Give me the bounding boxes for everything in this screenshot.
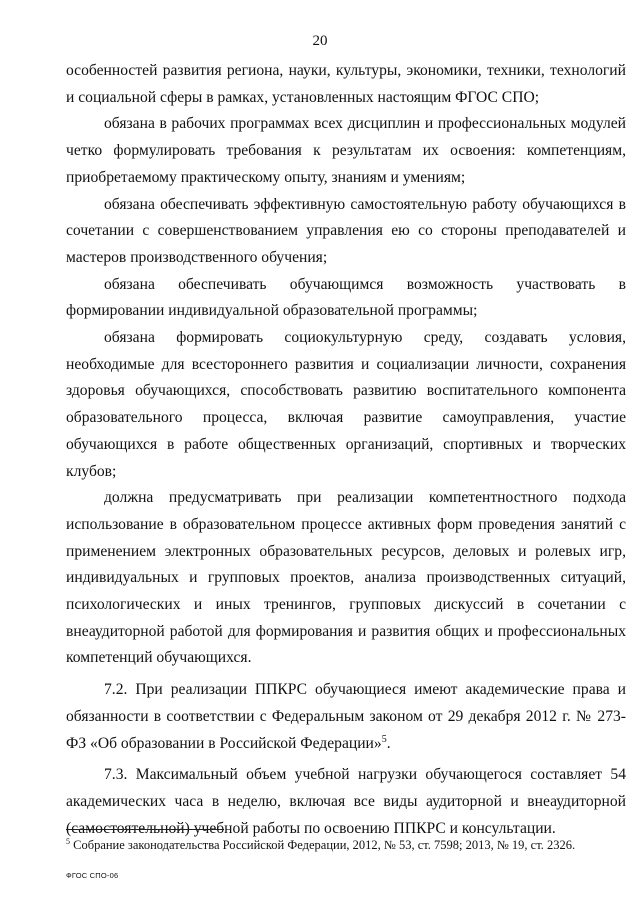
- section-7-3: 7.3. Максимальный объем учебной нагрузки обучающегося составляет 54 академических часа в неделю, включая все виды аудиторной и внеаудиторной (самостоятельной) учебной работы по освоению ППКРС и консультации.: [66, 766, 626, 837]
- body-text: [66, 58, 626, 842]
- paragraph: обязана обеспечивать эффективную самостоятельную работу обучающихся в сочетании с совершенствованием управления ею со стороны преподавателей и мастеров производственного обучения;: [66, 195, 626, 266]
- paragraph: обязана формировать социокультурную среду, создавать условия, необходимые для всестороннего развития и социализации личности, сохранения здоровья обучающихся, способствовать развитию воспитательного компонента образовательного процесса, включая развитие самоуправления, участие обучающихся в работе общественных организаций, спортивных и творческих клубов;: [66, 329, 626, 480]
- section-7-2: [66, 677, 626, 757]
- paragraph: должна предусматривать при реализации компетентностного подхода использование в образовательном процессе активных форм проведения занятий с применением электронных образовательных ресурсов, деловых и ролевых игр, индивидуальных и групповых проектов, анализа производственных ситуаций, психологических и иных тренингов, групповых дискуссий в сочетании с внеаудиторной работой для формирования и развития общих и профессиональных компетенций обучающихся.: [66, 489, 626, 667]
- footnote-mark: 5: [66, 837, 70, 846]
- paragraph: обязана обеспечивать обучающимся возможность участвовать в формировании индивидуальной образовательной программы;: [66, 275, 626, 320]
- footnote-text: Собрание законодательства Российской Федерации, 2012, № 53, ст. 7598; 2013, № 19, ст. 2326.: [70, 838, 576, 853]
- footnote-divider: [66, 829, 224, 830]
- section-7-2-end: .: [386, 734, 391, 752]
- document-code: ФГОС СПО-06: [66, 871, 119, 880]
- page-number: 20: [312, 33, 328, 49]
- footnote: [66, 834, 626, 853]
- section-7-2-text: 7.2. При реализации ППКРС обучающиеся имеют академические права и обязанности в соответствии с Федеральным законом от 29 декабря 2012 г. № 273-ФЗ «Об образовании в Российской Федерации»: [66, 681, 626, 752]
- paragraph: особенностей развития региона, науки, культуры, экономики, техники, технологий и социальной сферы в рамках, установленных настоящим ФГОС СПО;: [66, 62, 626, 106]
- paragraph: обязана в рабочих программах всех дисциплин и профессиональных модулей четко формулировать требования к результатам их освоения: компетенциям, приобретаемому практическому опыту, знаниям и умениям;: [66, 115, 626, 186]
- footnote-reference: 5: [381, 733, 387, 745]
